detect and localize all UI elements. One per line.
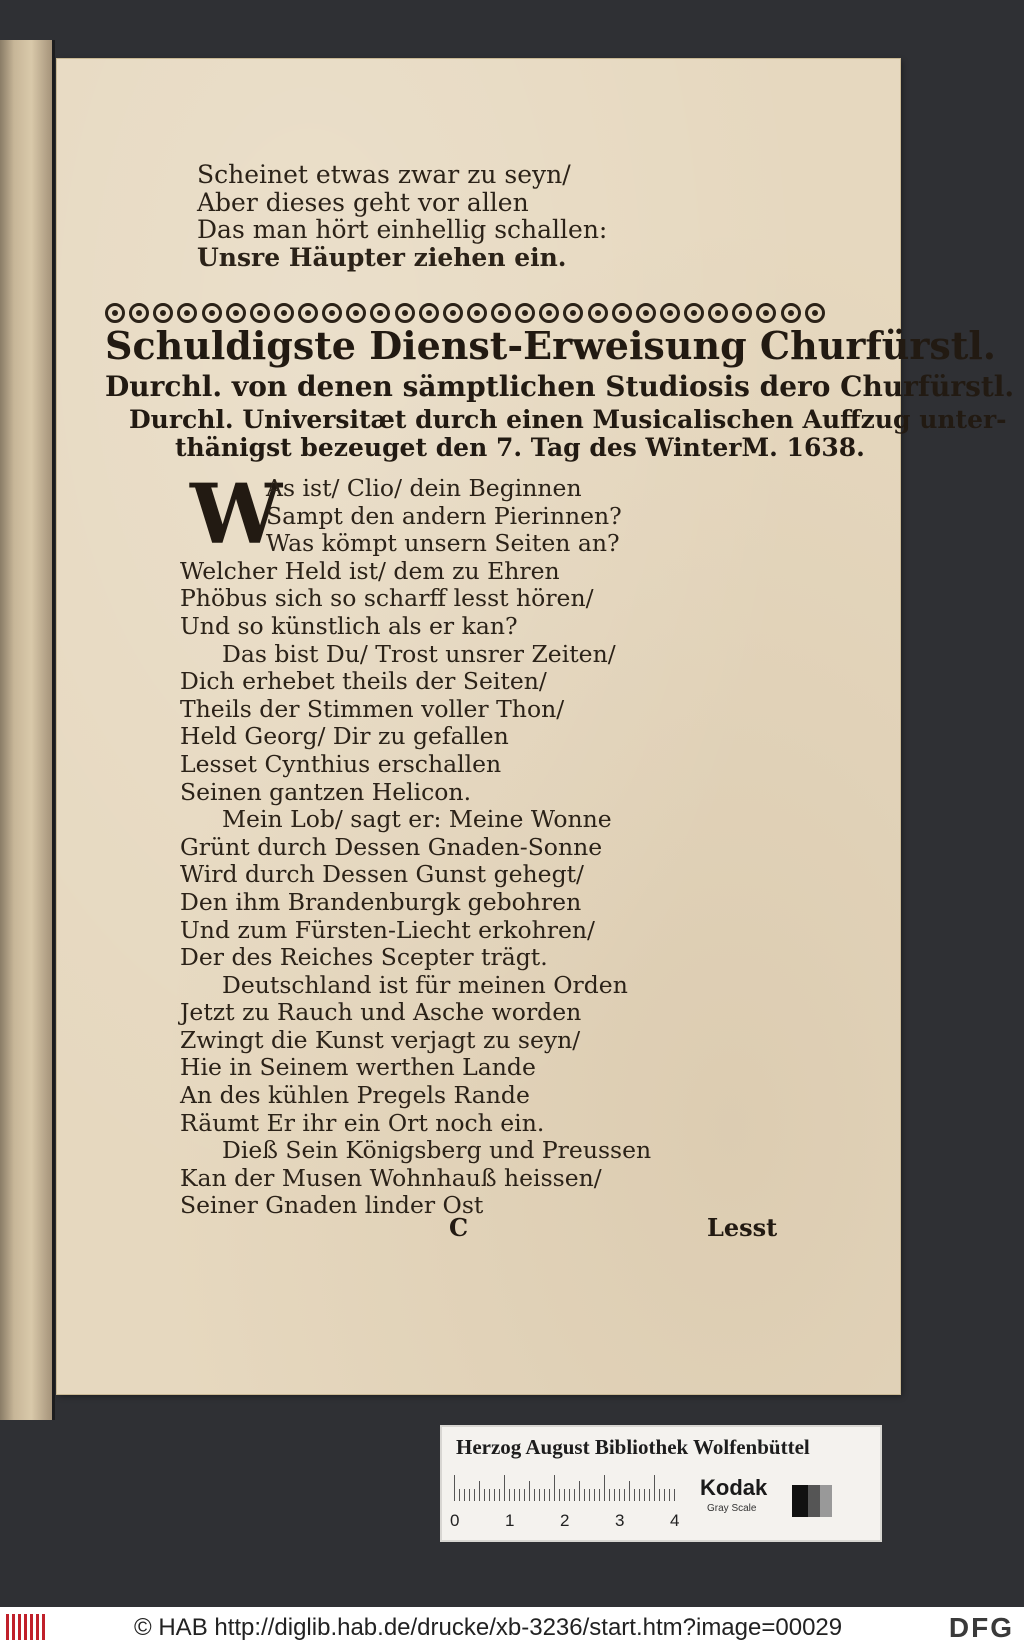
verse-line: Kan der Musen Wohnhauß heissen/ <box>180 1163 602 1192</box>
ornament-icon <box>419 303 439 323</box>
ornament-icon <box>781 303 801 323</box>
ruler-tick <box>509 1489 510 1501</box>
ornament-icon <box>274 303 294 323</box>
ornament-icon <box>636 303 656 323</box>
ruler-tick <box>579 1481 580 1501</box>
verse-line: Zwingt die Kunst verjagt zu seyn/ <box>180 1025 581 1054</box>
signature-mark: C <box>449 1213 469 1242</box>
ruler-tick <box>594 1489 595 1501</box>
hab-logo-icon <box>6 1614 46 1640</box>
ruler-tick <box>634 1489 635 1501</box>
book-page <box>57 59 1015 1394</box>
ornament-icon <box>250 303 270 323</box>
verse-line: Sampt den andern Pierinnen? <box>266 501 622 530</box>
verse-line: Deutschland ist für meinen Orden <box>222 970 628 999</box>
verse-line: Was kömpt unsern Seiten an? <box>266 529 620 558</box>
title-line-1: Schuldigste Dienst-Erweisung Churfürstl. <box>105 323 996 368</box>
ruler-tick <box>534 1489 535 1501</box>
ruler-tick <box>559 1489 560 1501</box>
scale-number: 4 <box>670 1511 680 1530</box>
ruler-tick <box>494 1489 495 1501</box>
ruler-tick <box>659 1489 660 1501</box>
verse-line: Den ihm Brandenburgk gebohren <box>180 887 582 916</box>
ruler-tick <box>479 1481 480 1501</box>
ruler-tick <box>629 1481 630 1501</box>
ornament-icon <box>660 303 680 323</box>
verse-line: Welcher Held ist/ dem zu Ehren <box>180 556 560 585</box>
ruler-tick <box>604 1475 605 1501</box>
scale-number: 2 <box>560 1511 570 1530</box>
ornament-icon <box>588 303 608 323</box>
ornament-icon <box>515 303 535 323</box>
verse-line: As ist/ Clio/ dein Beginnen <box>266 474 582 502</box>
verse-line: Seiner Gnaden linder Ost <box>180 1191 484 1220</box>
color-target-card <box>442 1427 880 1540</box>
verse-line: Phöbus sich so scharff lesst hören/ <box>180 584 594 613</box>
footer-bar <box>0 1607 1024 1647</box>
ruler-tick <box>574 1489 575 1501</box>
ornament-icon <box>177 303 197 323</box>
verse-line: Dieß Sein Königsberg und Preussen <box>222 1136 652 1165</box>
ruler-tick <box>484 1489 485 1501</box>
ornament-icon <box>202 303 222 323</box>
ruler-tick <box>514 1489 515 1501</box>
verse-line: Und zum Fürsten-Liecht erkohren/ <box>180 915 595 944</box>
ornament-icon <box>732 303 752 323</box>
verse-line: Das man hört einhellig schallen: <box>197 215 608 244</box>
ruler-tick <box>529 1481 530 1501</box>
ruler-tick <box>524 1489 525 1501</box>
ruler-tick <box>584 1489 585 1501</box>
verse-line: Unsre Häupter ziehen ein. <box>197 242 567 272</box>
ruler-tick <box>459 1489 460 1501</box>
verse-line: Und so künstlich als er kan? <box>180 611 518 640</box>
ornament-icon <box>805 303 825 323</box>
gray-scale-label: Gray Scale <box>707 1503 757 1514</box>
verse-main <box>180 467 652 1220</box>
ornament-icon <box>322 303 342 323</box>
ruler-tick <box>464 1489 465 1501</box>
scale-ruler <box>454 1475 684 1501</box>
ornament-icon <box>226 303 246 323</box>
verse-line: Hie in Seinem werthen Lande <box>180 1053 536 1082</box>
ruler-tick <box>609 1489 610 1501</box>
verse-line: Aber dieses geht vor allen <box>197 187 529 217</box>
verse-top <box>197 161 607 271</box>
verse-line: Jetzt zu Rauch und Asche worden <box>180 998 582 1027</box>
verse-line: Räumt Er ihr ein Ort noch ein. <box>180 1108 545 1137</box>
ornament-icon <box>443 303 463 323</box>
source-link[interactable]: © HAB http://diglib.hab.de/drucke/xb-3236/start.htm?image=00029 <box>134 1614 843 1641</box>
ornament-icon <box>756 303 776 323</box>
ornament-icon <box>129 303 149 323</box>
ornament-icon <box>298 303 318 323</box>
ornament-icon <box>563 303 583 323</box>
ornament-icon <box>346 303 366 323</box>
ruler-tick <box>644 1489 645 1501</box>
ornament-icon <box>467 303 487 323</box>
verse-line: Held Georg/ Dir zu gefallen <box>180 722 509 751</box>
verse-line: Theils der Stimmen voller Thon/ <box>180 694 565 723</box>
ruler-tick <box>614 1489 615 1501</box>
ruler-tick <box>504 1475 505 1501</box>
ruler-tick <box>624 1489 625 1501</box>
scale-number: 1 <box>505 1511 515 1530</box>
ornament-icon <box>684 303 704 323</box>
ruler-tick <box>599 1489 600 1501</box>
ruler-tick <box>469 1489 470 1501</box>
ruler-tick <box>649 1489 650 1501</box>
kodak-logo: Kodak <box>700 1475 768 1500</box>
catchword: Lesst <box>707 1213 778 1242</box>
verse-line: Seinen gantzen Helicon. <box>180 777 472 806</box>
ruler-tick <box>474 1489 475 1501</box>
gray-swatch <box>792 1485 832 1517</box>
scale-number: 0 <box>450 1511 460 1530</box>
ruler-tick <box>589 1489 590 1501</box>
title-line-3: Durchl. Universitæt durch einen Musicalischen Auffzug unter- <box>129 405 1007 434</box>
ruler-tick <box>654 1475 655 1501</box>
ruler-tick <box>519 1489 520 1501</box>
ruler-tick <box>454 1475 455 1501</box>
verse-line: Grünt durch Dessen Gnaden-Sonne <box>180 832 603 861</box>
ruler-tick <box>489 1489 490 1501</box>
verse-line: Wird durch Dessen Gunst gehegt/ <box>180 860 584 889</box>
verse-line: Dich erhebet theils der Seiten/ <box>180 667 547 696</box>
target-title: Herzog August Bibliothek Wolfenbüttel <box>456 1435 810 1459</box>
ornament-icon <box>491 303 511 323</box>
ruler-tick <box>619 1489 620 1501</box>
ruler-tick <box>564 1489 565 1501</box>
ruler-tick <box>544 1489 545 1501</box>
ruler-tick <box>664 1489 665 1501</box>
scale-number: 3 <box>615 1511 625 1530</box>
ornament-icon <box>370 303 390 323</box>
title-line-4: thänigst bezeuget den 7. Tag des WinterM. 1638. <box>175 433 865 462</box>
verse-line: Mein Lob/ sagt er: Meine Wonne <box>222 805 612 834</box>
ruler-tick <box>499 1489 500 1501</box>
verse-line: Scheinet etwas zwar zu seyn/ <box>197 160 571 189</box>
ruler-tick <box>539 1489 540 1501</box>
title-line-2: Durchl. von denen sämptlichen Studiosis dero Churfürstl. <box>105 370 1015 403</box>
ornament-icon <box>708 303 728 323</box>
ruler-tick <box>569 1489 570 1501</box>
ruler-tick <box>549 1489 550 1501</box>
ornament-icon <box>153 303 173 323</box>
verse-line: Der des Reiches Scepter trägt. <box>180 943 548 972</box>
ornament-icon <box>539 303 559 323</box>
ornament-icon <box>612 303 632 323</box>
verse-line: Das bist Du/ Trost unsrer Zeiten/ <box>222 639 616 668</box>
ruler-tick <box>669 1489 670 1501</box>
ornament-icon <box>105 303 125 323</box>
dfg-logo: DFG <box>948 1612 1014 1643</box>
verse-line: Lesset Cynthius erschallen <box>180 749 502 778</box>
ruler-tick <box>639 1489 640 1501</box>
facing-page-edge <box>0 40 55 1420</box>
drop-cap: W <box>190 467 283 563</box>
ornament-icon <box>395 303 415 323</box>
ruler-tick <box>554 1475 555 1501</box>
ruler-tick <box>674 1489 675 1501</box>
verse-line: An des kühlen Pregels Rande <box>180 1081 530 1110</box>
